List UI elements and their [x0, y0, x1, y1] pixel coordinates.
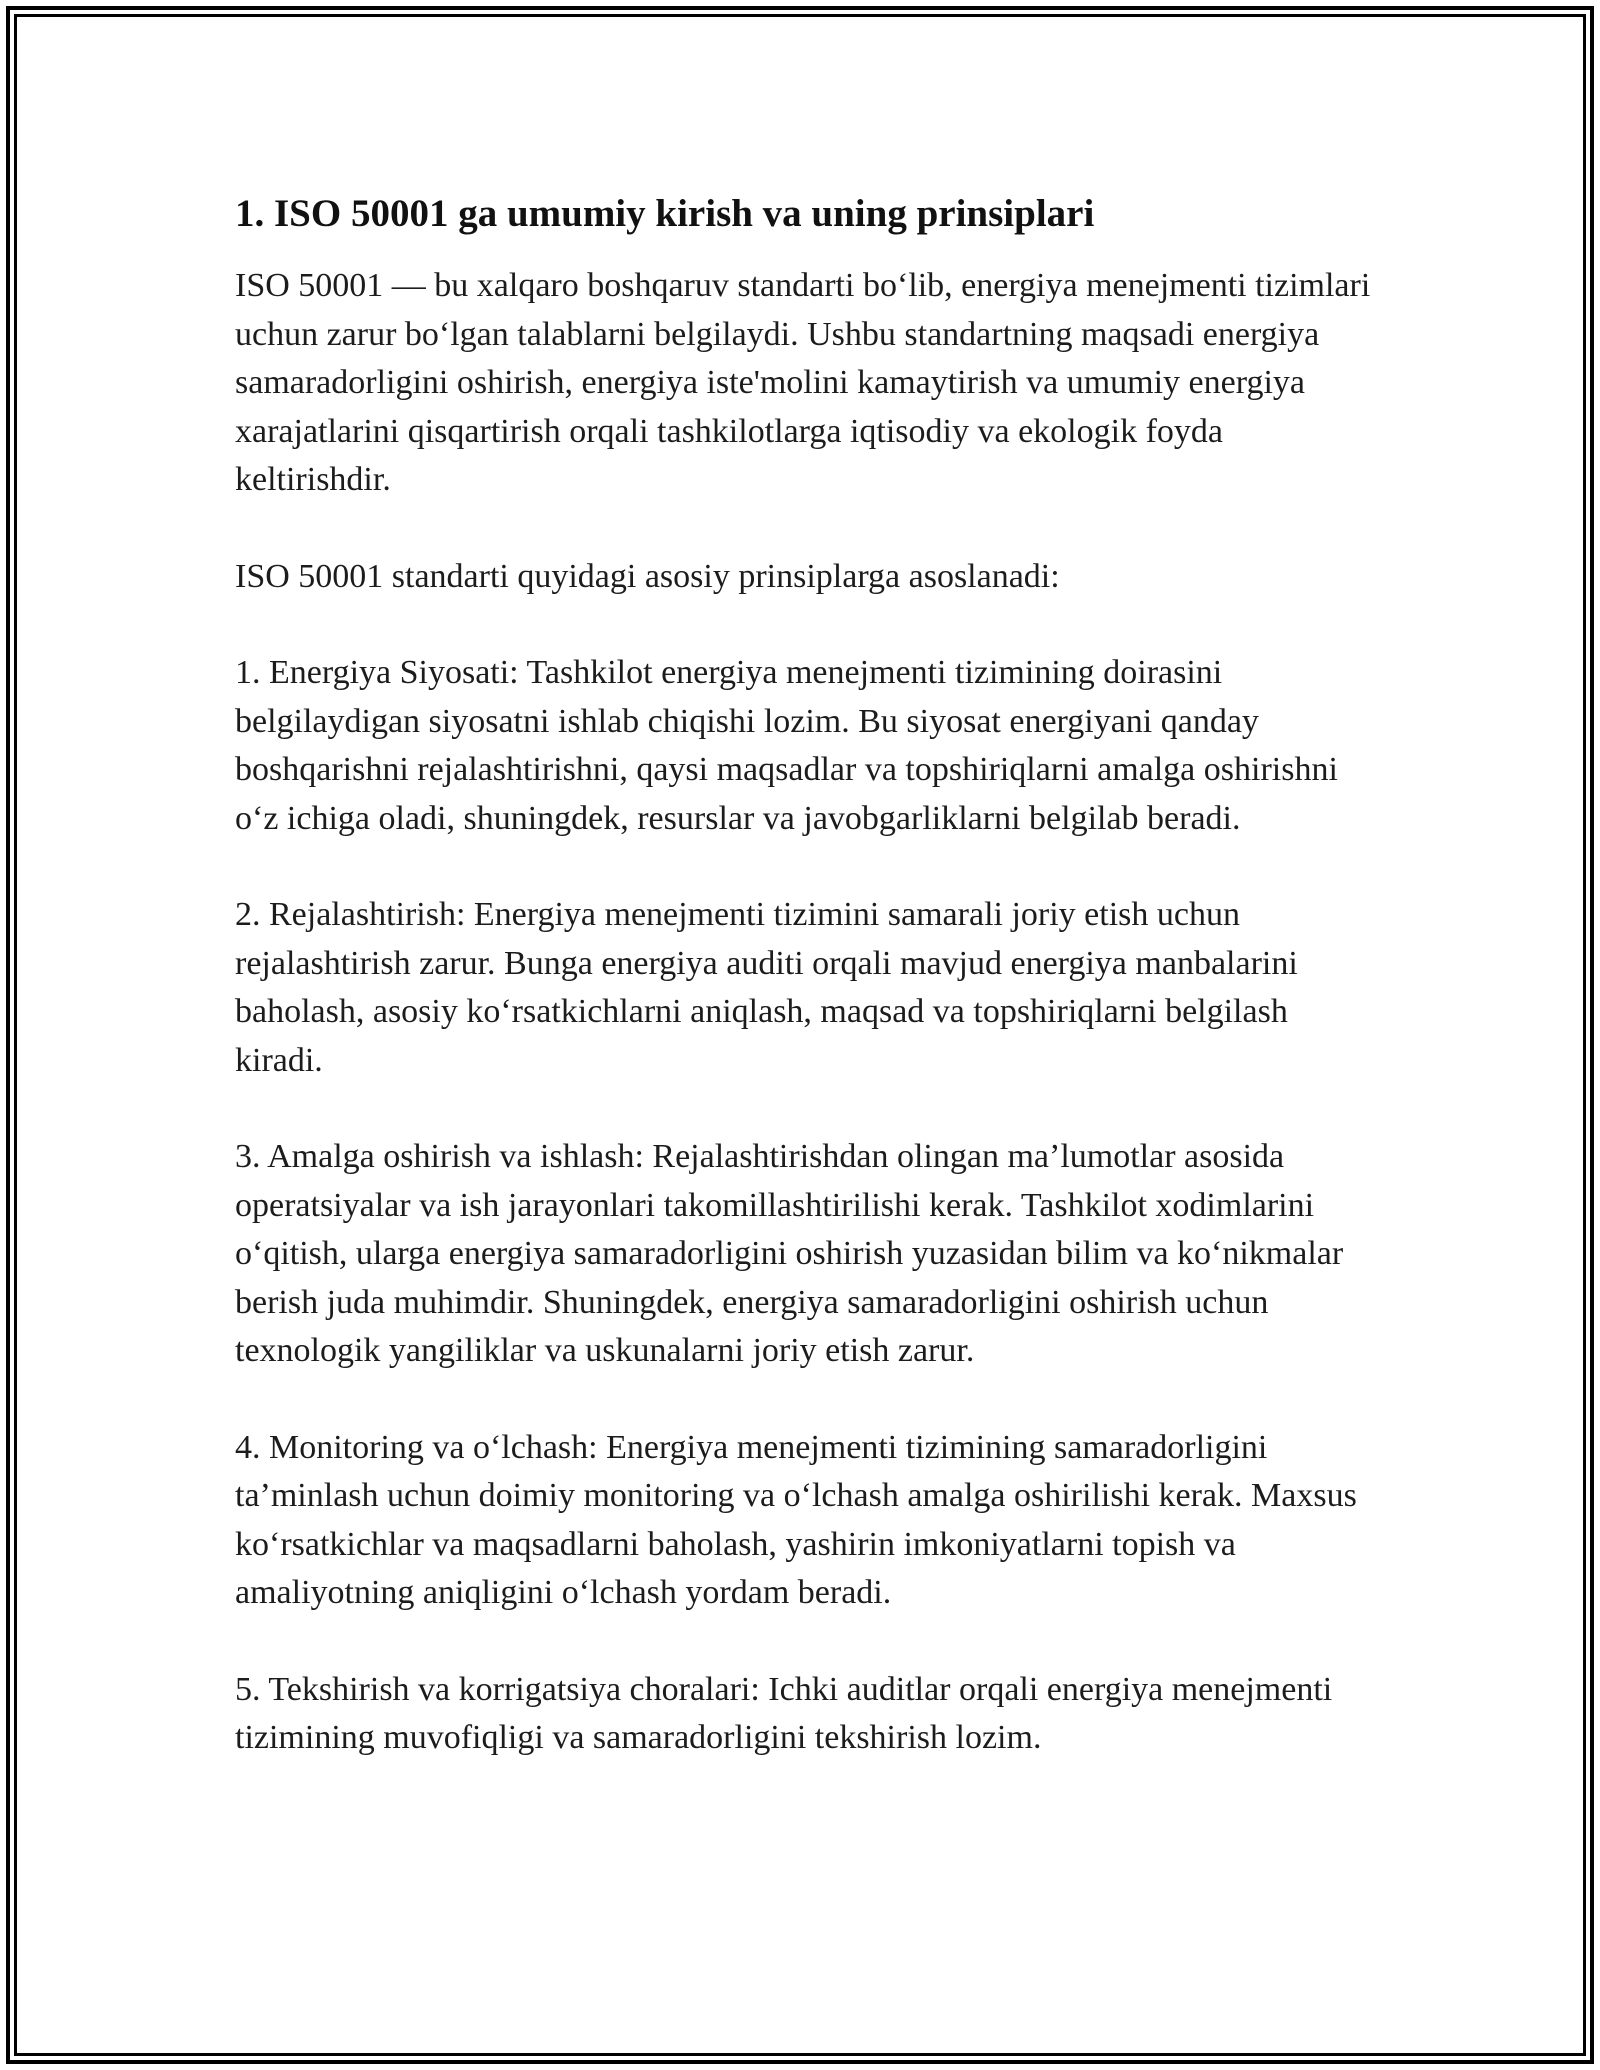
principle-implementation: 3. Amalga oshirish va ishlash: Rejalashtirishdan olingan ma’lumotlar asosida operatsiyalar va ish jarayonlari takomillashtirilishi kerak. Tashkilot xodimlarini o‘qitish, ularga energiya samaradorligini oshirish yuzasidan bilim va ko‘nikmalar berish juda muhimdir. Shuningdek, energiya samaradorligini oshirish uchun texnologik yangiliklar va uskunalarni joriy etish zarur. [235, 1138, 1344, 1369]
intro-paragraph: ISO 50001 — bu xalqaro boshqaruv standarti bo‘lib, energiya menejmenti tizimlari uchun zarur bo‘lgan talablarni belgilaydi. Ushbu standartning maqsadi energiya samaradorligini oshirish, energiya iste'molini kamaytirish va umumiy energiya xarajatlarini qisqartirish orqali tashkilotlarga iqtisodiy va ekologik foyda keltirishdir. [235, 267, 1371, 498]
principle-checking-corrective: 5. Tekshirish va korrigatsiya choralari: Ichki auditlar orqali energiya menejmenti tizimining muvofiqligi va samaradorligini tekshirish lozim. [235, 1670, 1333, 1756]
document-body [235, 188, 1375, 1811]
principle-monitoring: 4. Monitoring va o‘lchash: Energiya menejmenti tizimining samaradorligini ta’minlash uchun doimiy monitoring va o‘lchash amalga oshirilishi kerak. Maxsus ko‘rsatkichlar va maqsadlarni baholash, yashirin imkoniyatlarni topish va amaliyotning aniqligini o‘lchash yordam beradi. [235, 1428, 1357, 1611]
principle-planning: 2. Rejalashtirish: Energiya menejmenti tizimini samarali joriy etish uchun rejalashtirish zarur. Bunga energiya auditi orqali mavjud energiya manbalarini baholash, asosiy ko‘rsatkichlarni aniqlash, maqsad va topshiriqlarni belgilash kiradi. [235, 896, 1298, 1079]
principle-energy-policy: 1. Energiya Siyosati: Tashkilot energiya menejmenti tizimining doirasini belgilaydigan siyosatni ishlab chiqishi lozim. Bu siyosat energiyani qanday boshqarishni rejalashtirishni, qaysi maqsadlar va topshiriqlarni amalga oshirishni o‘z ichiga oladi, shuningdek, resurslar va javobgarliklarni belgilab beradi. [235, 654, 1338, 837]
section-title: 1. ISO 50001 ga umumiy kirish va uning prinsiplari [235, 192, 1095, 235]
principles-lead-paragraph: ISO 50001 standarti quyidagi asosiy prinsiplarga asoslanadi: [235, 557, 1060, 595]
